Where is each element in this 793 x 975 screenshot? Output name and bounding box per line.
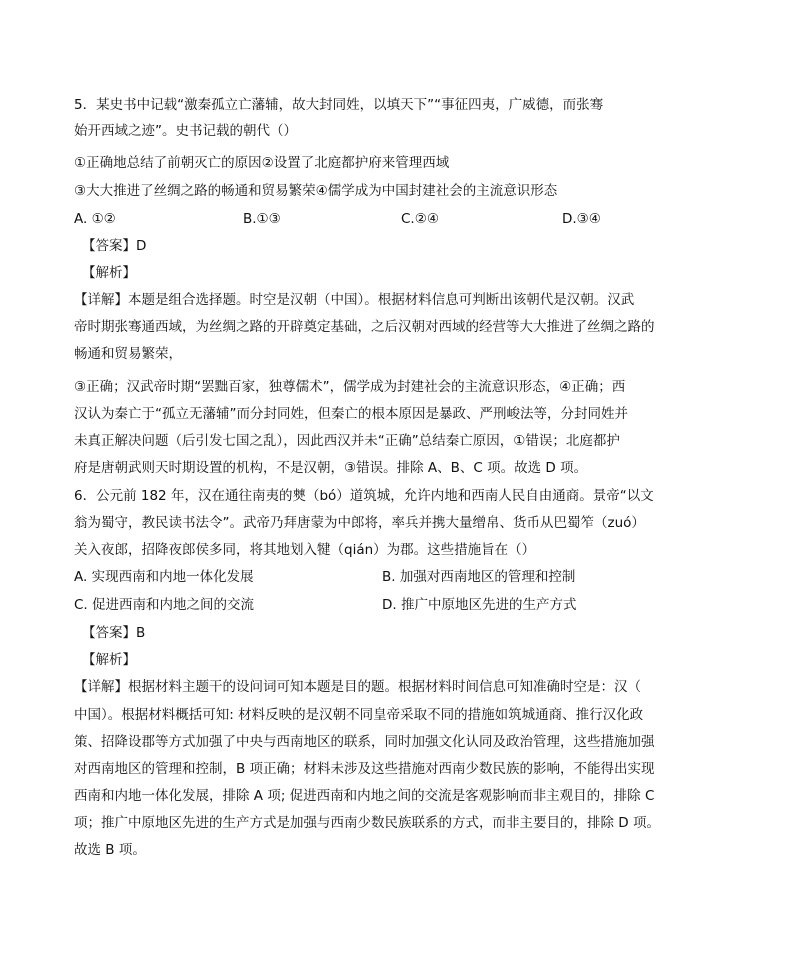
- q6-explain-line: 【详解】根据材料主题干的设问词可知本题是目的题。根据材料时间信息可知准确时空是：汉（: [74, 679, 641, 695]
- q5-explain-line: ③正确；汉武帝时期“罢黜百家，独尊儒术”，儒学成为封建社会的主流意识形态，④正确；西: [74, 379, 626, 395]
- q6-analysis-label: 【解析】: [82, 652, 136, 668]
- q5-analysis-label: 【解析】: [82, 265, 136, 281]
- q6-option-b: B. 加强对西南地区的管理和控制: [382, 569, 576, 585]
- q6-explain-line: 对西南地区的管理和控制，B 项正确；材料未涉及这些措施对西南少数民族的影响，不能得出实现: [74, 761, 655, 777]
- q5-explain-line: 未真正解决问题（后引发七国之乱），因此西汉并未“正确”总结秦亡原因，①错误；北庭都护: [74, 433, 620, 449]
- q6-explain-line: 故选 B 项。: [74, 842, 146, 858]
- q6-option-d: D. 推广中原地区先进的生产方式: [382, 597, 577, 613]
- q5-option-d: D.③④: [562, 211, 601, 227]
- q6-explain-line: 中国）。根据材料概括可知: 材料反映的是汉朝不同皇帝采取不同的措施如筑城通商、推行汉化政: [74, 707, 644, 723]
- q5-option-b: B.①③: [243, 211, 281, 227]
- q6-stem-line: 6．公元前 182 年，汉在通往南夷的僰（bó）道筑城，允许内地和西南人民自由通商。景帝“以文: [74, 488, 654, 504]
- q6-stem-line: 关入夜郎，招降夜郎侯多同，将其地划入犍（qián）为郡。这些措施旨在（）: [74, 542, 536, 558]
- q5-stem-line-1: 5．某史书中记载“激秦孤立亡藩辅，故大封同姓，以填天下”“事征四夷，广威德，而张骞: [74, 97, 604, 113]
- q5-explain-line: 帝时期张骞通西域，为丝绸之路的开辟奠定基础，之后汉朝对西域的经营等大大推进了丝绸之路的: [74, 319, 655, 335]
- q5-explain-line: 汉认为秦亡于“孤立无藩辅”而分封同姓，但秦亡的根本原因是暴政、严刑峻法等，分封同姓并: [74, 406, 628, 422]
- q5-option-c: C.②④: [401, 211, 439, 227]
- q5-explain-line: 畅通和贸易繁荣，: [74, 346, 182, 362]
- q5-explain-line: 府是唐朝武则天时期设置的机构，不是汉朝，③错误。排除 A、B、C 项。故选 D 项。: [74, 460, 588, 476]
- q6-stem-line: 翁为蜀守，教民读书法令”。武帝乃拜唐蒙为中郎将，率兵并携大量缯帛、货币从巴蜀笮（zuó）: [74, 515, 645, 531]
- q5-stem-line-2: 始开西域之迹”。史书记载的朝代（）: [74, 123, 297, 139]
- q6-option-c: C. 促进西南和内地之间的交流: [74, 597, 255, 613]
- q6-explain-line: 项；推广中原地区先进的生产方式是加强与西南少数民族联系的方式，而非主要目的，排除 D 项。: [74, 815, 660, 831]
- q5-answer: 【答案】D: [82, 238, 147, 254]
- q5-items-line-2: ③大大推进了丝绸之路的畅通和贸易繁荣④儒学成为中国封建社会的主流意识形态: [74, 183, 558, 199]
- q6-option-a: A. 实现西南和内地一体化发展: [74, 569, 254, 585]
- q5-items-line-1: ①正确地总结了前朝灭亡的原因②设置了北庭都护府来管理西域: [74, 155, 450, 171]
- q6-explain-line: 西南和内地一体化发展，排除 A 项; 促进西南和内地之间的交流是客观影响而非主观目的，排除 C: [74, 788, 655, 804]
- q5-explain-line: 【详解】本题是组合选择题。时空是汉朝（中国）。根据材料信息可判断出该朝代是汉朝。汉武: [74, 292, 635, 308]
- q6-answer: 【答案】B: [82, 625, 146, 641]
- q6-explain-line: 策、招降设郡等方式加强了中央与西南地区的联系，同时加强文化认同及政治管理，这些措施加强: [74, 734, 655, 750]
- q5-option-a: A. ①②: [74, 211, 116, 227]
